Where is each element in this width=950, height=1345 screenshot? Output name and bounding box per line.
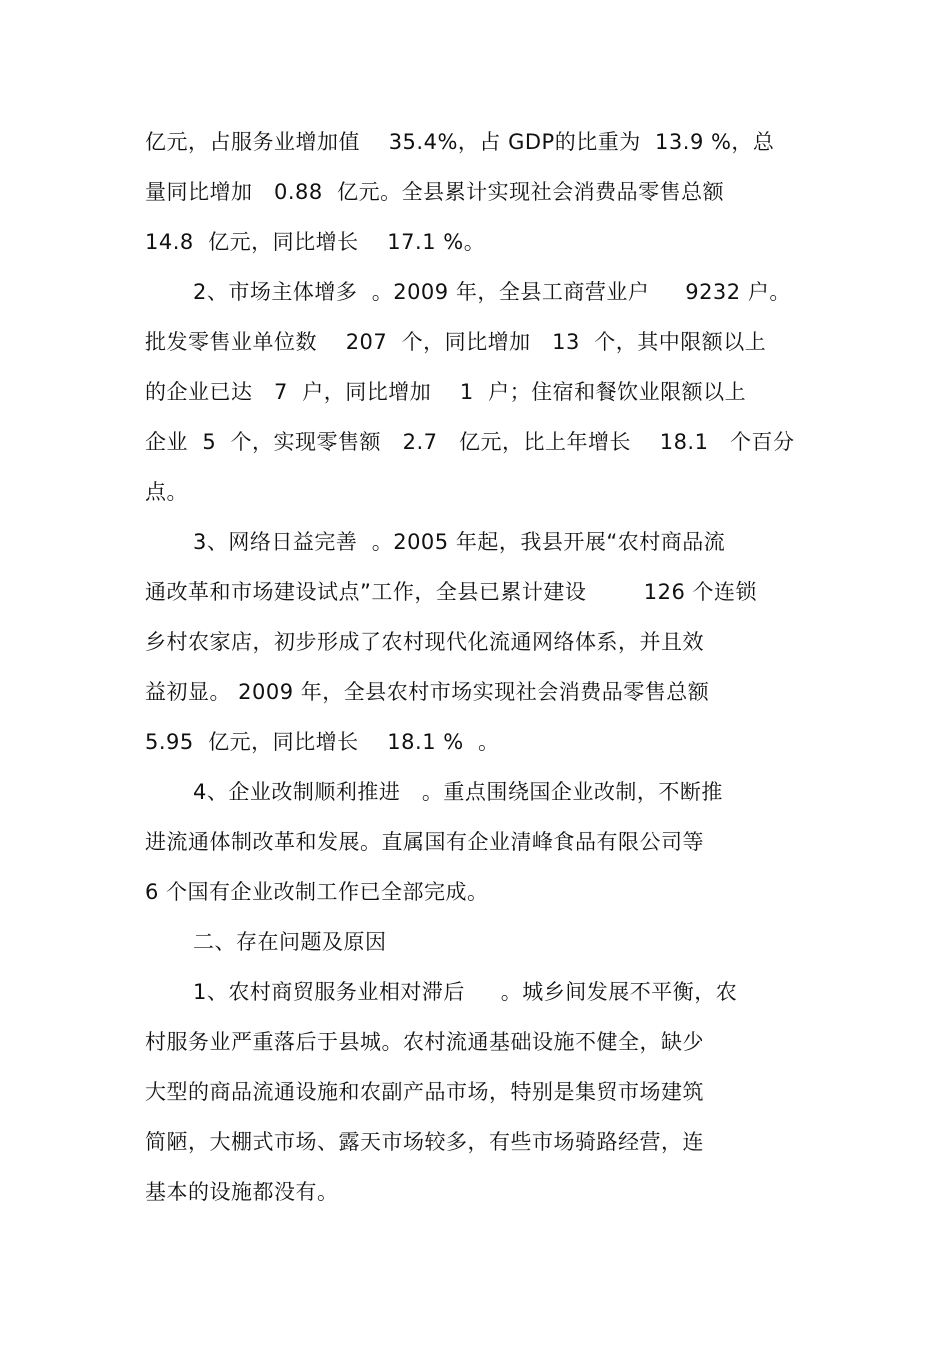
text-line: 5.95 亿元，同比增长 18.1 % 。 (145, 730, 500, 754)
text-line: 基本的设施都没有。 (145, 1180, 339, 1204)
text-line: 大型的商品流通设施和农副产品市场，特别是集贸市场建筑 (145, 1080, 704, 1104)
text-line: 益初显。 2009 年，全县农村市场实现社会消费品零售总额 (145, 680, 710, 704)
text-line: 点。 (145, 480, 188, 504)
text-line: 4、企业改制顺利推进 。重点围绕国企业改制，不断推 (193, 780, 723, 804)
text-line: 2、市场主体增多 。2009 年，全县工商营业户 9232 户。 (193, 280, 791, 304)
text-line: 量同比增加 0.88 亿元。全县累计实现社会消费品零售总额 (145, 180, 725, 204)
text-line: 批发零售业单位数 207 个，同比增加 13 个，其中限额以上 (145, 330, 767, 354)
text-line: 6 个国有企业改制工作已全部完成。 (145, 880, 489, 904)
text-line: 企业 5 个，实现零售额 2.7 亿元，比上年增长 18.1 个百分 (145, 430, 795, 454)
text-line: 1、农村商贸服务业相对滞后 。城乡间发展不平衡，农 (193, 980, 738, 1004)
text-line: 的企业已达 7 户，同比增加 1 户；住宿和餐饮业限额以上 (145, 380, 747, 404)
text-line: 3、网络日益完善 。2005 年起，我县开展“农村商品流 (193, 530, 726, 554)
text-line: 进流通体制改革和发展。直属国有企业清峰食品有限公司等 (145, 830, 704, 854)
text-line: 亿元，占服务业增加值 35.4%，占 GDP的比重为 13.9 %，总 (145, 130, 775, 154)
text-line: 村服务业严重落后于县城。农村流通基础设施不健全，缺少 (145, 1030, 704, 1054)
text-line: 乡村农家店，初步形成了农村现代化流通网络体系，并且效 (145, 630, 704, 654)
text-line: 简陋，大棚式市场、露天市场较多，有些市场骑路经营，连 (145, 1130, 704, 1154)
text-line: 通改革和市场建设试点”工作，全县已累计建设 126 个连锁 (145, 580, 758, 604)
section-heading: 二、存在问题及原因 (193, 930, 387, 954)
text-line: 14.8 亿元，同比增长 17.1 %。 (145, 230, 486, 254)
